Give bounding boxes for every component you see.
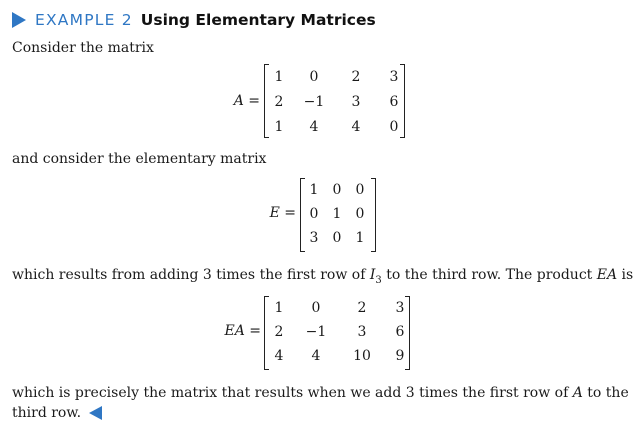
matrix-cell: 6 bbox=[395, 324, 405, 340]
play-marker-icon bbox=[12, 12, 26, 28]
matrix-cell: 4 bbox=[351, 119, 361, 135]
matrix-cell: 2 bbox=[274, 94, 284, 110]
matrix-cell: −1 bbox=[305, 324, 327, 340]
paragraph-results: which results from adding 3 times the first row of $I_3$ to the third row. The product EA is bbox=[12, 267, 634, 286]
matrix-cell: 2 bbox=[357, 300, 367, 316]
matrix-cell: 0 bbox=[332, 230, 342, 246]
matrix-cell: 2 bbox=[351, 69, 361, 85]
matrix-cell: 1 bbox=[274, 119, 284, 135]
matrix-cell: 3 bbox=[395, 300, 405, 316]
paragraph-consider-matrix: Consider the matrix bbox=[12, 40, 154, 56]
matrix-cell: 0 bbox=[355, 182, 365, 198]
matrix-cell: 0 bbox=[309, 69, 319, 85]
matrix-cell: 4 bbox=[309, 119, 319, 135]
matrix-cell: 0 bbox=[332, 182, 342, 198]
matrix-cell: 4 bbox=[274, 348, 284, 364]
matrix-cell: 9 bbox=[395, 348, 405, 364]
matrix-cell: 0 bbox=[309, 206, 319, 222]
matrix-cell: 1 bbox=[309, 182, 319, 198]
matrix-cell: 0 bbox=[389, 119, 399, 135]
matrix-cell: 3 bbox=[309, 230, 319, 246]
paragraph-final-line2: third row. bbox=[12, 405, 82, 421]
matrix-cell: 2 bbox=[274, 324, 284, 340]
matrix-cell: 3 bbox=[351, 94, 361, 110]
example-header bbox=[12, 7, 376, 33]
example-title: Using Elementary Matrices bbox=[140, 11, 376, 29]
example-label: EXAMPLE 2 bbox=[35, 11, 133, 29]
matrix-cell: 0 bbox=[355, 206, 365, 222]
matrix-cell: 1 bbox=[332, 206, 342, 222]
matrix-cell: 3 bbox=[389, 69, 399, 85]
matrix-e-label: E = bbox=[269, 205, 296, 221]
matrix-ea-label: EA = bbox=[224, 323, 261, 339]
paragraph-final-line1: which is precisely the matrix that results when we add 3 times the first row of A to the bbox=[12, 385, 629, 401]
matrix-cell: 3 bbox=[357, 324, 367, 340]
end-marker-icon bbox=[89, 406, 102, 420]
matrix-cell: −1 bbox=[303, 94, 325, 110]
matrix-cell: 4 bbox=[311, 348, 321, 364]
paragraph-consider-elementary: and consider the elementary matrix bbox=[12, 151, 267, 167]
matrix-cell: 6 bbox=[389, 94, 399, 110]
matrix-cell: 1 bbox=[274, 69, 284, 85]
matrix-cell: 10 bbox=[353, 348, 371, 364]
matrix-cell: 1 bbox=[274, 300, 284, 316]
matrix-cell: 0 bbox=[311, 300, 321, 316]
matrix-a-label: A = bbox=[233, 93, 260, 109]
matrix-cell: 1 bbox=[355, 230, 365, 246]
